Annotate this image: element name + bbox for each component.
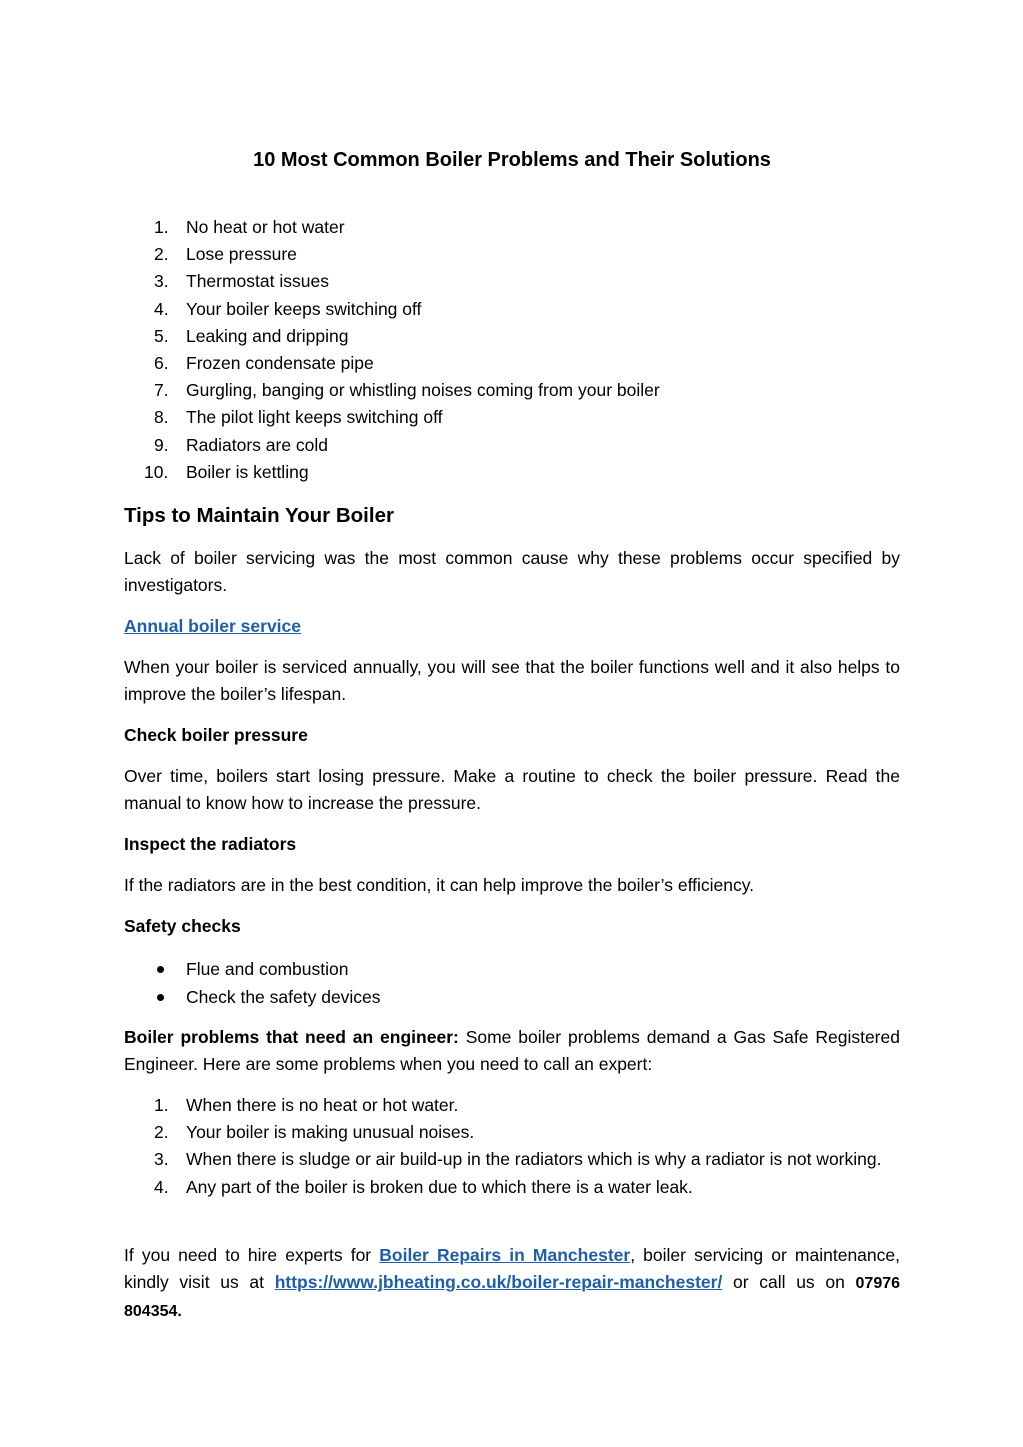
list-item — [124, 1146, 900, 1173]
radiators-text: If the radiators are in the best condition, it can help improve the boiler’s efficiency. — [124, 875, 755, 895]
bullet-icon — [157, 994, 164, 1001]
list-item-text: Radiators are cold — [186, 434, 329, 455]
list-item-text: The pilot light keeps switching off — [186, 407, 443, 428]
list-item-text: Lose pressure — [186, 244, 297, 265]
tips-heading: Tips to Maintain Your Boiler — [124, 504, 394, 527]
list-item-text: When there is sludge or air build-up in the radiators which is why a radiator is not working. — [186, 1149, 882, 1170]
list-item — [124, 432, 900, 459]
list-item-text: Frozen condensate pipe — [186, 353, 374, 374]
boiler-repairs-link[interactable]: Boiler Repairs in Manchester — [379, 1245, 631, 1265]
closing-text: or call us on — [722, 1272, 856, 1293]
list-number: 10. — [144, 461, 169, 482]
list-item-text: Thermostat issues — [186, 271, 329, 292]
list-item-text: Check the safety devices — [186, 987, 381, 1007]
list-number: 3. — [154, 1149, 169, 1170]
phone-number: 07976 804354. — [124, 1275, 901, 1321]
closing-text: , boiler servicing or maintenance, kindly visit us at — [124, 1245, 900, 1293]
list-number: 7. — [154, 380, 169, 401]
list-number: 2. — [154, 244, 169, 265]
annual-service-text: When your boiler is serviced annually, you will see that the boiler functions well and it also helps to improve the boiler’s lifespan. — [124, 657, 900, 705]
list-item — [124, 350, 900, 377]
list-item-text: Flue and combustion — [186, 959, 349, 979]
closing-text: If you need to hire experts for — [124, 1245, 380, 1265]
list-number: 3. — [154, 271, 169, 292]
document-title: 10 Most Common Boiler Problems and Their Solutions — [253, 149, 771, 171]
website-link[interactable]: https://www.jbheating.co.uk/boiler-repair-manchester/ — [274, 1272, 723, 1293]
list-item — [124, 983, 900, 1011]
list-item-text: When there is no heat or hot water. — [186, 1095, 459, 1115]
list-item — [124, 404, 900, 431]
list-item-text: Boiler is kettling — [186, 461, 309, 482]
engineer-text: Some boiler problems demand a Gas Safe Registered Engineer. Here are some problems when you need to call an expert: — [124, 1027, 900, 1075]
list-item — [124, 1119, 900, 1146]
safety-list — [124, 955, 900, 1011]
closing-paragraph — [124, 1242, 900, 1326]
list-item-text: Your boiler is making unusual noises. — [186, 1122, 475, 1143]
list-item — [124, 377, 900, 404]
list-number: 1. — [154, 1095, 169, 1115]
annual-service-paragraph — [124, 613, 301, 640]
problems-list — [124, 214, 900, 486]
engineer-lead: Boiler problems that need an engineer: — [124, 1027, 459, 1047]
list-item — [124, 296, 900, 323]
list-item-text: Your boiler keeps switching off — [186, 298, 422, 319]
engineer-list — [124, 1092, 900, 1201]
safety-heading: Safety checks — [124, 916, 241, 936]
list-number: 8. — [154, 407, 169, 428]
list-item-text: Gurgling, banging or whistling noises coming from your boiler — [186, 380, 660, 401]
pressure-heading: Check boiler pressure — [124, 725, 308, 745]
list-number: 6. — [154, 353, 169, 374]
list-item-text: Leaking and dripping — [186, 325, 349, 346]
pressure-text: Over time, boilers start losing pressure. Make a routine to check the boiler pressure. Read the manual to know how to increase the pressure. — [124, 766, 900, 814]
list-item — [124, 323, 900, 350]
list-number: 4. — [154, 298, 169, 319]
bullet-icon — [157, 966, 164, 973]
list-number: 4. — [154, 1176, 169, 1197]
engineer-paragraph — [124, 1024, 900, 1078]
annual-service-link[interactable]: Annual boiler service — [124, 616, 302, 636]
radiators-heading: Inspect the radiators — [124, 834, 297, 854]
list-number: 2. — [154, 1122, 169, 1143]
list-item-text: Any part of the boiler is broken due to which there is a water leak. — [186, 1176, 693, 1197]
list-item — [124, 214, 900, 241]
list-number: 9. — [154, 434, 169, 455]
list-item — [124, 268, 900, 295]
list-item — [124, 459, 900, 486]
list-number: 1. — [154, 217, 169, 237]
list-item — [124, 241, 900, 268]
tips-intro: Lack of boiler servicing was the most common cause why these problems occur specified by investigators. — [124, 548, 900, 596]
list-item — [124, 1092, 900, 1119]
list-item-text: No heat or hot water — [186, 217, 345, 237]
list-number: 5. — [154, 325, 169, 346]
list-item — [124, 955, 900, 983]
list-item — [124, 1174, 900, 1201]
